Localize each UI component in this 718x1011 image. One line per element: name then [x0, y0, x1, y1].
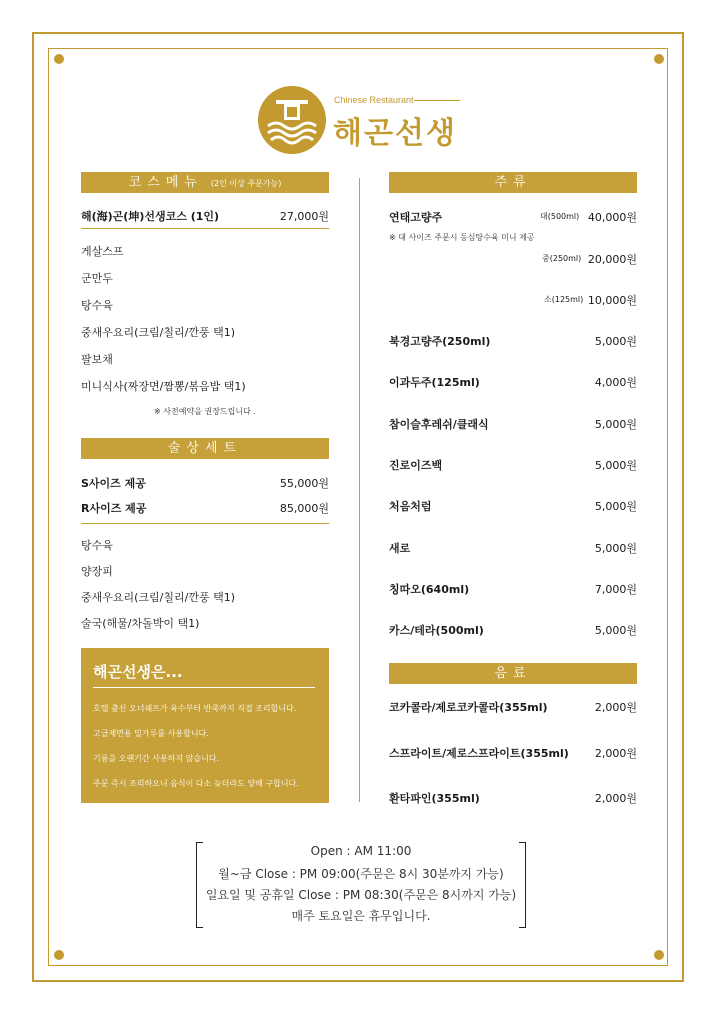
intro-item: 주문 즉시 조리하오니 음식이 다소 늦더라도 양해 구합니다. — [93, 779, 299, 788]
liquor-item-name: 연태고량주 — [389, 211, 443, 224]
course-note: ※ 사전예약을 권장드립니다 . — [154, 407, 256, 416]
set-item: 탕수육 — [81, 539, 113, 552]
course-item: 미니식사(짜장면/짬뽕/볶음밥 택1) — [81, 380, 246, 393]
logo-subtitle: Chinese Restaurant — [334, 95, 414, 105]
corner-dot — [654, 54, 664, 64]
liquor-price: 20,000원 — [587, 253, 637, 266]
intro-item: 고급제면용 밀가루를 사용합니다. — [93, 729, 209, 738]
hours-weekend: 일요일 및 공휴일 Close : PM 08:30(주문은 8시까지 가능) — [205, 888, 517, 902]
liquor-item-name: 카스/테라(500ml) — [389, 624, 484, 637]
set-item: 양장피 — [81, 565, 113, 578]
intro-title: 해곤선생은... — [93, 663, 183, 681]
business-hours — [196, 842, 526, 928]
drinks-heading: 음료 — [389, 663, 637, 684]
drink-item-name: 스프라이트/제로스프라이트(355ml) — [389, 747, 569, 760]
liquor-size: 소(125ml) — [544, 295, 584, 304]
liquor-item-name: 처음처럼 — [389, 500, 432, 513]
liquor-price: 5,000원 — [594, 542, 637, 555]
liquor-item-name: 진로이즈백 — [389, 459, 443, 472]
set-item: 술국(해물/차돌박이 택1) — [81, 617, 200, 630]
drink-item-name: 환타파인(355ml) — [389, 792, 480, 805]
hours-weekday: 월~금 Close : PM 09:00(주문은 8시 30분까지 가능) — [218, 867, 504, 881]
liquor-size: 대(500ml) — [540, 212, 580, 221]
intro-divider — [93, 687, 315, 688]
course-item: 중새우요리(크림/칠리/깐풍 택1) — [81, 326, 236, 339]
restaurant-title: 해곤선생 — [333, 116, 457, 151]
intro-item: 기름을 오랜기간 사용하지 않습니다. — [93, 754, 220, 763]
set-option-name: S사이즈 제공 — [81, 477, 146, 490]
corner-dot — [54, 950, 64, 960]
corner-dot — [54, 54, 64, 64]
drink-price: 2,000원 — [594, 747, 637, 760]
liquor-item-name: 참이슬후레쉬/클래식 — [389, 418, 489, 431]
liquor-price: 40,000원 — [587, 211, 637, 224]
set-heading: 술상세트 — [81, 438, 329, 459]
course-heading — [81, 172, 329, 193]
intro-item: 호텔 출신 오너쉐프가 육수부터 반죽까지 직접 조리합니다. — [93, 704, 297, 713]
liquor-price: 10,000원 — [587, 294, 637, 307]
drink-item-name: 코카콜라/제로코카콜라(355ml) — [389, 701, 548, 714]
column-divider — [359, 178, 360, 802]
corner-dot — [654, 950, 664, 960]
drink-price: 2,000원 — [594, 792, 637, 805]
liquor-price: 5,000원 — [594, 624, 637, 637]
drink-price: 2,000원 — [594, 701, 637, 714]
hours-closed: 매주 토요일은 휴무입니다. — [291, 909, 431, 923]
set-option-price: 55,000원 — [279, 477, 329, 490]
liquor-item-name: 이과두주(125ml) — [389, 376, 480, 389]
course-heading-text: 코스메뉴 — [128, 175, 203, 190]
course-item: 게살스프 — [81, 245, 124, 258]
liquor-item-name: 새로 — [389, 542, 411, 555]
restaurant-logo-icon — [258, 86, 326, 154]
liquor-price: 5,000원 — [594, 418, 637, 431]
liquor-item-name: 칭따오(640ml) — [389, 583, 470, 596]
hours-open: Open : AM 11:00 — [310, 844, 412, 858]
liquor-price: 4,000원 — [594, 376, 637, 389]
liquor-price: 5,000원 — [594, 335, 637, 348]
course-main-name: 해(海)곤(坤)선생코스 (1인) — [81, 210, 220, 223]
liquor-heading: 주류 — [389, 172, 637, 193]
intro-box — [81, 648, 329, 803]
liquor-price: 5,000원 — [594, 500, 637, 513]
liquor-item-name: 북경고량주(250ml) — [389, 335, 491, 348]
liquor-size: 중(250ml) — [542, 254, 582, 263]
liquor-price: 5,000원 — [594, 459, 637, 472]
course-main-price: 27,000원 — [279, 210, 329, 223]
logo-divider — [414, 100, 460, 101]
course-item: 탕수육 — [81, 299, 113, 312]
course-heading-note: (2인 이상 주문가능) — [210, 179, 282, 188]
set-option-price: 85,000원 — [279, 502, 329, 515]
divider — [81, 523, 329, 524]
course-item: 팔보채 — [81, 353, 113, 366]
course-item: 군만두 — [81, 272, 113, 285]
divider — [81, 228, 329, 229]
set-option-name: R사이즈 제공 — [81, 502, 147, 515]
set-item: 중새우요리(크림/칠리/깐풍 택1) — [81, 591, 236, 604]
liquor-price: 7,000원 — [594, 583, 637, 596]
liquor-note: ※ 대 사이즈 주문시 등심탕수육 미니 제공 — [389, 233, 535, 242]
